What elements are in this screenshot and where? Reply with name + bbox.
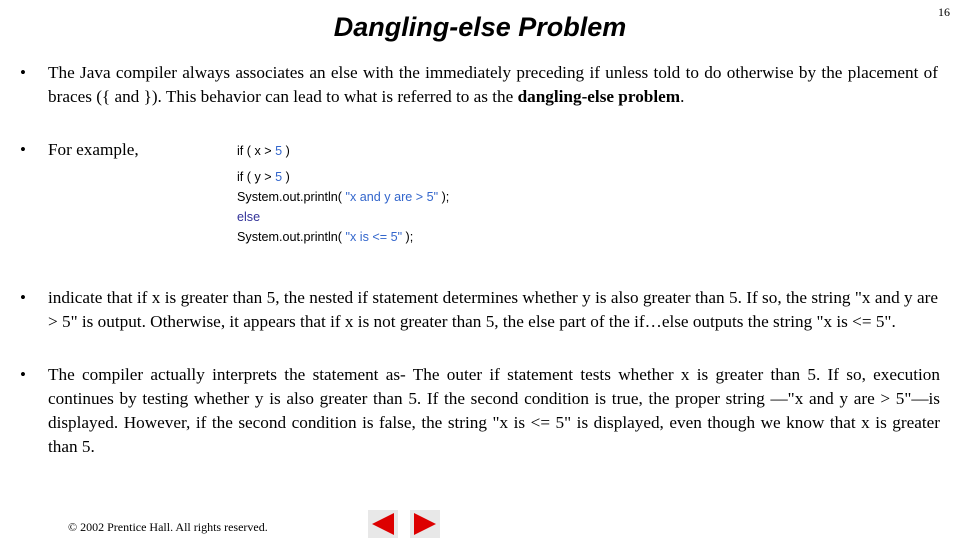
bullet-text-3: indicate that if x is greater than 5, the nested if statement determines whether y is also greater than 5. If so, the string "x and y are > 5" is output. Otherwise, it appears that if x is not greater than 5, the else part of the if…else outputs the string "x is <= 5". (48, 288, 938, 331)
code-line-1: if ( x > 5 ) (237, 144, 290, 158)
left-triangle-icon (372, 513, 394, 535)
bullet-text-2: For example, (48, 140, 139, 159)
next-slide-button[interactable] (410, 510, 440, 538)
bullet-marker: • (20, 140, 26, 159)
copyright-footer: © 2002 Prentice Hall. All rights reserved. (68, 520, 268, 534)
bullet-text-1: The Java compiler always associates an else with the immediately preceding if unless told to do otherwise by the placement of braces ({ and }). This behavior can lead to what is referred to as the dangling-else problem. (48, 63, 938, 106)
bullet-marker: • (20, 288, 26, 307)
bold-term: dangling-else problem (517, 87, 681, 106)
bullet-marker: • (20, 365, 26, 384)
bullet-text-4: The compiler actually interprets the statement as- The outer if statement tests whether x is greater than 5. If so, execution continues by testing whether y is also greater than 5. If the second condition is true, the proper string —"x and y are > 5"—is displayed. However, if the second condition is false, the string "x is <= 5" is displayed, even though we know that x is greater than 5. (48, 365, 940, 456)
code-line-5: System.out.println( "x is <= 5" ); (237, 230, 414, 244)
code-line-3: System.out.println( "x and y are > 5" ); (237, 190, 450, 204)
bullet-marker: • (20, 63, 26, 82)
slide-title: Dangling-else Problem (333, 12, 627, 42)
previous-slide-button[interactable] (368, 510, 398, 538)
page-number: 16 (938, 5, 950, 19)
code-line-4: else (237, 210, 261, 224)
right-triangle-icon (414, 513, 436, 535)
code-line-2: if ( y > 5 ) (237, 170, 290, 184)
